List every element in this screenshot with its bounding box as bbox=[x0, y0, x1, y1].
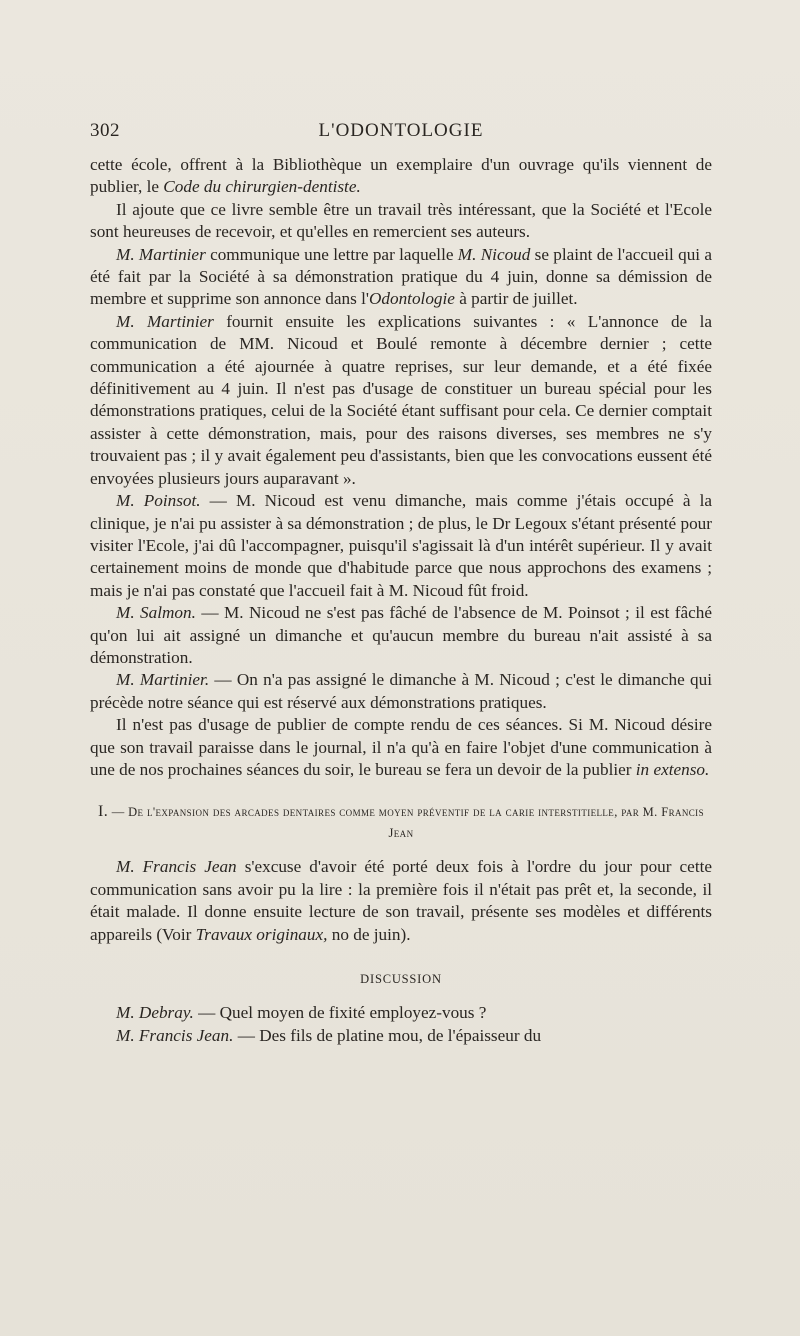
answer-1 bbox=[90, 1025, 712, 1047]
speaker-name: M. Francis Jean bbox=[116, 857, 237, 877]
person-name: M. Nicoud bbox=[457, 244, 531, 264]
paragraph-3-text-c: à partir de juillet. bbox=[454, 289, 578, 309]
speaker-name: M. Martinier bbox=[116, 311, 214, 331]
journal-name: Odontologie bbox=[368, 289, 455, 309]
question-1-text: — Quel moyen de fixité employez-vous ? bbox=[193, 1003, 487, 1023]
paragraph-4-text: fournit ensuite les explications suivantes : « L'annonce de la communication de MM. Nicoud et Boulé remonte à décembre dernier ; cette communication a été ajournée à quatre reprises, sur leur demande, et a été fixée définitivement au 4 juin. Il n'est pas d'usage de constituer un bureau spécial pour les démonstrations pratiques, celui de la Société étant suffisant pour cela. Ce dernier comptait assister à cette démonstration, mais, pour des raisons diverses, ses membres ne s'y trouvaient pas ; il y avait également peu d'assistants, bien que les convocations eussent été envoyées plusieurs jours auparavant ». bbox=[90, 311, 712, 488]
paragraph-7 bbox=[90, 669, 712, 714]
speaker-name: M. Martinier. bbox=[116, 670, 210, 690]
paragraph-8 bbox=[90, 714, 712, 781]
latin-phrase: in extenso. bbox=[635, 759, 710, 779]
reference-title: Travaux originaux, bbox=[195, 924, 328, 944]
paragraph-7-text: — On n'a pas assigné le dimanche à M. Nicoud ; c'est le dimanche qui précède notre séance qui est réservé aux démonstrations pratiques. bbox=[90, 670, 712, 712]
body-text bbox=[90, 154, 712, 1047]
paragraph-5-text: — M. Nicoud est venu dimanche, mais comme j'étais occupé à la clinique, je n'ai pu assister à sa démonstration ; de plus, le Dr Legoux s'étant présenté pour visiter l'Ecole, j'ai dû l'accompagner, puisqu'il s'agissait là d'un intérêt supérieur. Il y avait certainement moins de monde que d'habitude parce que nous approchons des examens ; mais je n'ai pas constaté que l'accueil fait à M. Nicoud fût froid. bbox=[90, 491, 712, 600]
book-title: Code du chirurgien-dentiste. bbox=[163, 177, 361, 197]
paragraph-9 bbox=[90, 856, 712, 946]
speaker-name: M. Francis Jean. bbox=[116, 1025, 234, 1045]
speaker-name: M. Salmon. bbox=[116, 603, 196, 623]
paragraph-4 bbox=[90, 311, 712, 490]
paragraph-3 bbox=[90, 244, 712, 311]
running-title: L'ODONTOLOGIE bbox=[318, 120, 484, 141]
paragraph-1 bbox=[90, 154, 712, 199]
paragraph-9-text-b: no de juin). bbox=[327, 924, 411, 944]
paragraph-6-text: — M. Nicoud ne s'est pas fâché de l'absence de M. Poinsot ; il est fâché qu'on lui ait assigné un dimanche et qu'aucun membre du bureau n'ait assisté à sa démonstration. bbox=[90, 603, 712, 667]
paragraph-9-text-a: s'excuse d'avoir été porté deux fois à l'ordre du jour pour cette communication sans avoir pu la lire : la première fois il n'était pas prêt et, la seconde, il était malade. Il donne ensuite lecture de son travail, présente ses modèles et différents appareils (Voir bbox=[90, 857, 712, 944]
question-1 bbox=[90, 1002, 712, 1024]
paragraph-2: Il ajoute que ce livre semble être un travail très intéressant, que la Société et l'Ecole sont heureuses de recevoir, et qu'elles en remercient ses auteurs. bbox=[90, 199, 712, 242]
section-title: — De l'expansion des arcades dentaires comme moyen préventif de la carie interstitielle, par M. Francis Jean bbox=[111, 805, 704, 841]
paragraph-3-text-b: se plaint de l'accueil qui a été fait par la Société à sa démonstration pratique du 4 juin, donne sa démission de membre et supprime son annonce dans l' bbox=[90, 244, 713, 309]
paragraph-6 bbox=[90, 602, 712, 669]
speaker-name: M. Poinsot. bbox=[116, 491, 201, 511]
section-number: I. bbox=[98, 803, 109, 821]
discussion-heading: DISCUSSION bbox=[360, 972, 442, 986]
answer-1-text: — Des fils de platine mou, de l'épaisseur du bbox=[233, 1025, 542, 1045]
page-header bbox=[90, 120, 712, 150]
speaker-name: M. Debray. bbox=[116, 1003, 194, 1023]
paragraph-5 bbox=[90, 490, 712, 602]
speaker-name: M. Martinier bbox=[116, 244, 206, 264]
paragraph-3-text-a: communique une lettre par laquelle bbox=[205, 244, 458, 264]
paragraph-8-text: Il n'est pas d'usage de publier de compte rendu de ces séances. Si M. Nicoud désire que son travail paraisse dans le journal, il n'a qu'à en faire l'objet d'une communication à une de nos prochaines séances du soir, le bureau se fera un devoir de la publier bbox=[90, 715, 712, 779]
section-heading bbox=[90, 801, 712, 844]
page-number: 302 bbox=[90, 120, 120, 141]
paragraph-1-text: cette école, offrent à la Bibliothèque un exemplaire d'un ouvrage qu'ils viennent de publier, le bbox=[90, 155, 712, 197]
